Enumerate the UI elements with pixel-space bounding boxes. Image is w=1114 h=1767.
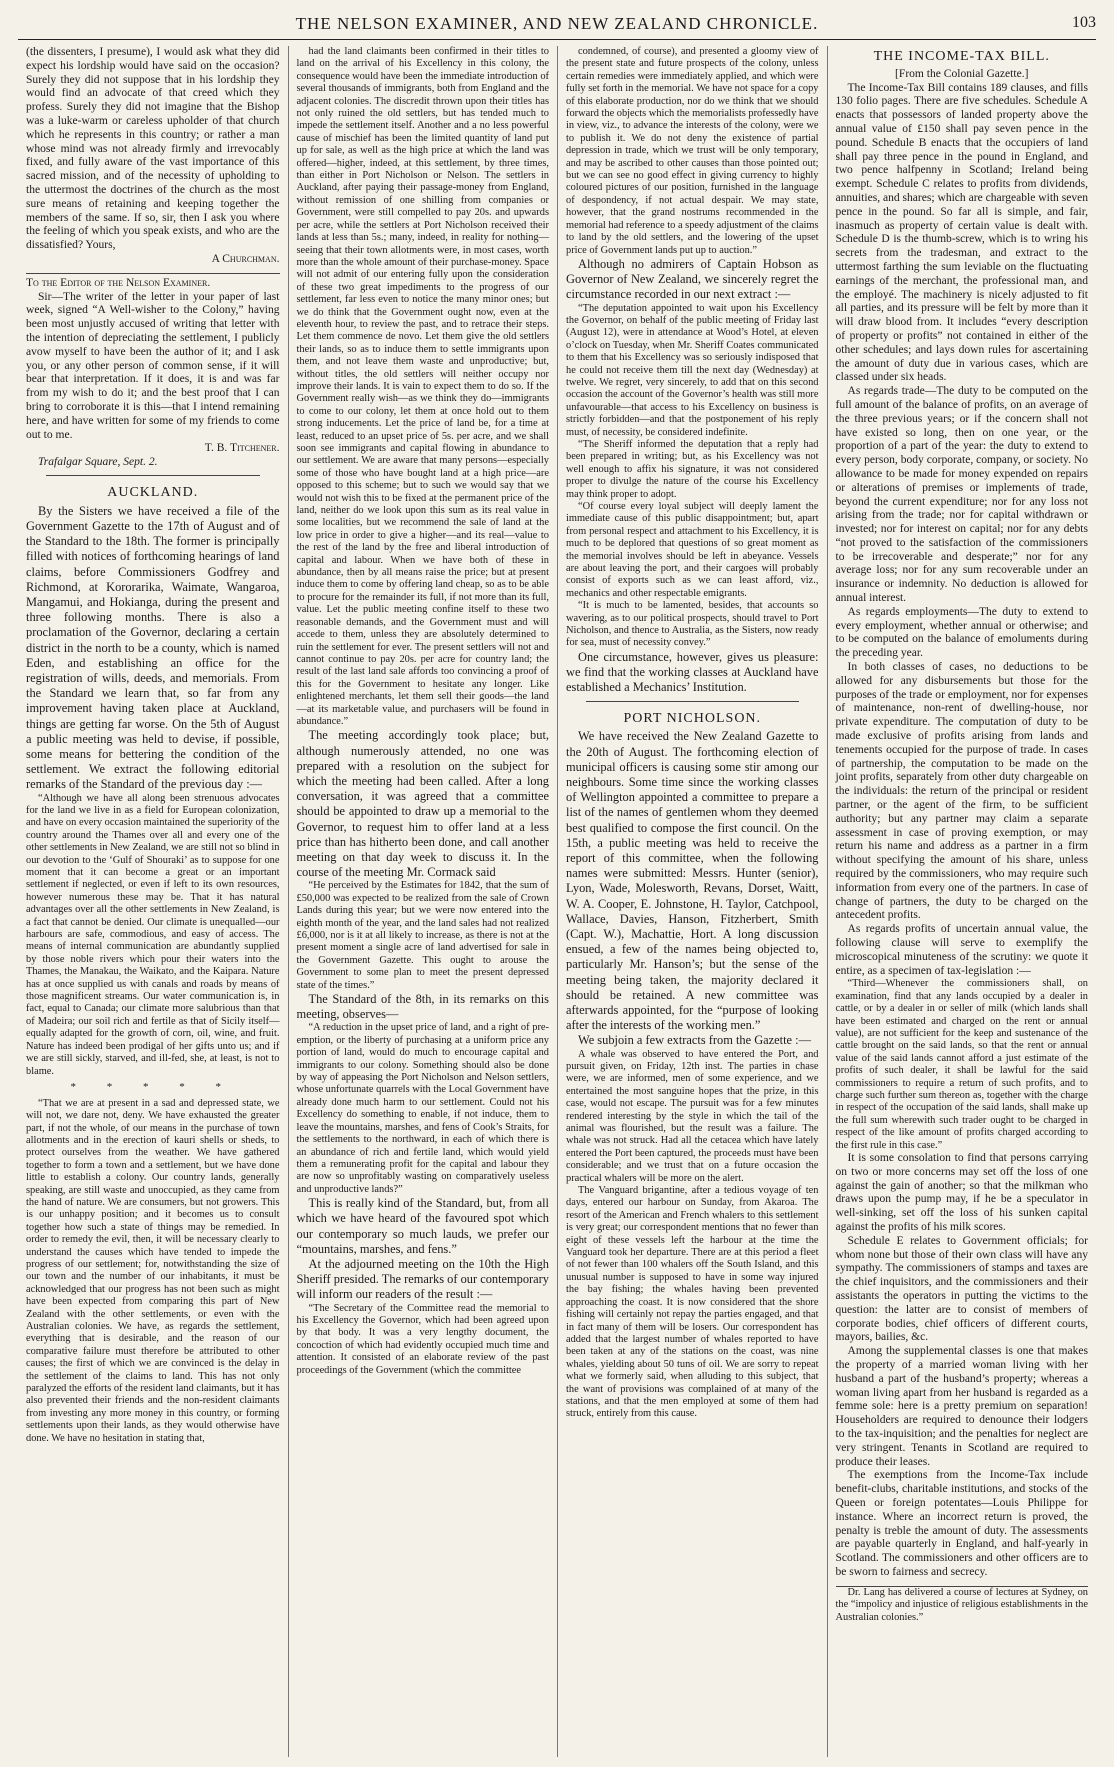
quoted-paragraph: “He perceived by the Estimates for 1842, that the sum of £50,000 was expected to be realized from the sale of Crown Lands during this year; but we were now entered into the eighth month of the year, and the land sales had not realized £6,000, nor is it at all likely to increase, as there is not at the present moment a single acre of land advertised for sale in the Government Gazette. This ought to arouse the Government to some plan to meet the present depressed state of the times.”: [296, 880, 549, 991]
column-1: [18, 46, 288, 1757]
quoted-paragraph: A whale was observed to have entered the Port, and pursuit given, on Friday, 12th inst. The parties in chase were, we are informed, men of some experience, and we entertained the most sanguine hopes that the prize, in this case, would not escape. The pursuit was for a few minutes rendered interesting by the style in which the tail of the animal was flourished, but the result was a failure. The whale was not struck. Had all the cetacea which have lately entered the Port been captured, the proceeds must have been considerable; and we trust that on a future occasion the practical whalers will be more on the alert.: [566, 1048, 819, 1184]
section-heading-port-nicholson: PORT NICHOLSON.: [623, 710, 762, 726]
column-2: [288, 46, 558, 1757]
quoted-paragraph: “A reduction in the upset price of land, and a right of pre-emption, or the liberty of purchasing at a uniform price any portion of land, would do much to encourage capital and immigrants to our colony. Something should also be done by way of appeasing the Port Nicholson and Nelson settlers, whose unfortunate quarrels with the Local Government have already done much harm to our settlement. Could not his Excellency do something to enable, if not induce, them to leave the mountains, marshes, and fens of Cook’s Straits, for the settlements to the northward, in each of which there is an abundance of rich and fertile land, which would yield them a remunerating profit for the capital and labour they are now so unprofitably wasting on comparatively useless and unproductive lands?”: [296, 1022, 549, 1195]
quoted-paragraph: condemned, of course), and presented a gloomy view of the present state and future prospects of the colony, unless certain remedies were immediately applied, and which were fully set forth in the memorial. We have not space for a copy of this elaborate production, nor do we think that we should forward the objects which the memorialists professedly have in view, viz., to advance the interests of the colony, were we to publish it. We do not deny the existence of partial depression in trade, which we trust will be only temporary, and may be ascribed to other causes than those pointed out; but we can see no good effect in giving currency to highly coloured pictures of our position, furnished in the language of despondency, if not actual despair. We may state, however, that the grand nostrums recommended in the memorial had reference to a speedy adjustment of the claims to land by the old settlers, and the lowering of the upset price of Government lands put up to auction.”: [566, 46, 819, 256]
quoted-paragraph: “It is much to be lamented, besides, that accounts so wavering, as to our political prospects, should travel to Port Nicholson, and thence to Australia, as the Sisters, now ready for sea, must of necessity convey.”: [566, 600, 819, 649]
letter-place: Trafalgar Square, Sept. 2.: [38, 456, 158, 469]
article-paragraph: In both classes of cases, no deductions to be allowed for any disbursements but those for the purposes of the trade or employment, nor for expenses of maintenance, non-rent of dwelling-house, nor private expenditure. The computation of duty to be made exclusive of profits arising from lands and tenements occupied for the purpose of trade. In cases of partnership, the computation to be made on the joint profits, separately from other duty chargeable on the individuals: the return of the principal or resident partner, or the agent of the firm, to be sufficient authority; but any partner may claim a separate assessment in case of proving exemption, or may return his name and address as a partner in a firm without specifying the amount of his share, unless required by the commissioners, who may require such information from every one of the partners. In case of change of partners, the duty to be charged on the antecedent profits.: [835, 661, 1088, 922]
letter-signature: T. B. Titchener.: [204, 442, 280, 455]
letter-continuation: (the dissenters, I presume), I would ask what they did expect his lordship would have said on the occasion? Surely they did not suppose that in his lordship they would find an advocate of that creed which they profess. Surely they did not imagine that the Bishop was a luke-warm or careless upholder of that church which he represents in this country; or rather a man whose mind was not already firmly and irrevocably fixed, and fully aware of the vast importance of this sacred mission, and of the necessity of upholding to the uttermost the doctrines of the church as the most sure means of retaining and keeping together the members of the same. If so, sir, then I ask you where the feeling of which you speak exists, and who are the dissatisfied? Yours,: [26, 46, 280, 252]
article-paragraph: It is some consolation to find that persons carrying on two or more concerns may set off the loss of one against the gain of another; so that the milkman who draws upon the pump may, if he be a speculator in well-sinking, set off the loss of his sunken capital against the profits of his milk scores.: [835, 1152, 1088, 1234]
article-paragraph: The Standard of the 8th, in its remarks on this meeting, observes—: [296, 992, 549, 1022]
article-paragraph: This is really kind of the Standard, but, from all which we have heard of the favoured spot which our contemporary so much lauds, we prefer our “mountains, marshes, and fens.”: [296, 1196, 549, 1256]
article-paragraph: The meeting accordingly took place; but, although numerously attended, no one was prepared with a resolution on the subject for which the meeting had been called. After a long conversation, it was agreed that a committee should be appointed to draw up a memorial to the Governor, to request him to offer land at a less price than has hitherto been done, and call another meeting on that day week to discuss it. In the course of the meeting Mr. Cormack said: [296, 728, 549, 880]
quoted-paragraph: “Although we have all along been strenuous advocates for the land we live in as a field for European colonization, and have on every occasion maintained the superiority of the country around the Thames over all and every one of the other settlements in New Zealand, we are still not so blind in our devotion to the ‘Gulf of Shouraki’ as to suppose for one moment that it can become a great or an important settlement if neglected, or even if left to its own resources, however numerous these may be. That it has natural advantages over all the other settlements in New Zealand, is a fact that cannot be denied. Our climate is unequalled—our harbours are safe, commodious, and easy of access. The means of internal communication are abundantly supplied by those noble rivers which pour their waters into the Thames, the Manakau, the Waikato, and the Kaipara. Nature has at once supplied us with canals and roads by means of those magnificent streams. Our water communication is, in fact, equal to Canada; our climate more salubrious than that of Madeira; our soil rich and fertile as that of Sicily itself—equally adapted for the growth of corn, oil, wine, and fruit. Nature has indeed been prodigal of her gifts unto us; and if we are still sickly, starved, and ill-fed, she, at least, is not to blame.: [26, 792, 280, 1077]
article-paragraph: By the Sisters we have received a file of the Government Gazette to the 17th of August and of the Standard to the 18th. The former is principally filled with notices of forthcoming hearings of land claims, before Commissioners Godfrey and Richmond, at Kororarika, Waimate, Wangaroa, Mangamui, and Hokianga, during the present and three following months. There is also a proclamation of the Governor, declaring a certain district in the north to be a county, which is named Eden, and establishing an office for the registration of wills, deeds, and memorials. From the Standard we learn that, so far from any improvement having taken place at Auckland, things are getting far worse. On the 5th of August a public meeting was held to devise, if possible, some means for bettering the condition of the settlement. We extract the following editorial remarks of the Standard of the previous day :—: [26, 503, 280, 792]
article-paragraph: Among the supplemental classes is one that makes the property of a married woman living with her husband a part of the husband’s property; whereas a woman living apart from her husband is regarded as a femme sole: here is a pretty premium on separation! Householders are required to denounce their lodgers to the tax-inquisition; and the penalties for neglect are very stringent. Tenants in Scotland are required to produce their leases.: [835, 1345, 1088, 1468]
article-paragraph: At the adjourned meeting on the 10th the High Sheriff presided. The remarks of our contemporary will inform our readers of the result :—: [296, 1256, 549, 1302]
article-paragraph: We subjoin a few extracts from the Gazette :—: [578, 1033, 811, 1048]
divider: [586, 701, 799, 702]
column-3: [557, 46, 827, 1757]
section-heading-income-tax: THE INCOME-TAX BILL.: [873, 49, 1050, 64]
letter-body: Sir—The writer of the letter in your paper of last week, signed “A Well-wisher to the Colony,” having been most unjustly accused of writing that letter with the intention of depreciating the settlement, I publicly avow myself to have been the author of it; and I ask you, or any other person of common sense, if it will bear that interpretation. If it does, it is and was far from my wish to do it; and the best proof that I can bring to corroborate it is this—that I intend remaining here, and have written for some of my friends to come out to me.: [26, 290, 280, 441]
asterism: * * * * *: [70, 1080, 235, 1093]
article-paragraph: One circumstance, however, gives us pleasure: we find that the working classes at Auckland have established a Mechanics’ Institution.: [566, 649, 819, 695]
quoted-paragraph: “That we are at present in a sad and depressed state, we will not, we dare not, deny. We have exhausted the greater part, if not the whole, of our means in the purchase of town allotments and in the erection of kauri shells or sheds, to protect ourselves from the weather. We have gathered together to form a town and a settlement, but we have done little to establish a colony. Our country lands, generally speaking, are still waste and unoccupied, as they came from the hand of nature. We are consumers, but not growers. This is our unhappy position; and it becomes us to consult together how such a state of things may be remedied. In order to remedy the evil, then, it will be necessary clearly to understand the causes which have tended to impede the progress of our settlement; for, notwithstanding the size of our town and the number of our inhabitants, it must be acknowledged that our progress has not been such as might have been expected from comparing this part of New Zealand with the other settlements, or even with the Australian colonies. We have, as regards the settlement, everything that is desirable, and the reason of our comparative failure must therefore be attributed to other causes; the first of which we are convinced is the delay in the settlement of the claims to land. This has not only paralyzed the efforts of the resident land claimants, but it has also prevented their friends and the non-resident claimants from investing any more money in this country, or forming settlements upon their lands, as they would otherwise have done. We have no hesitation in stating that,: [26, 1097, 280, 1444]
quoted-paragraph: “The deputation appointed to wait upon his Excellency the Governor, on behalf of the public meeting of Friday last (August 12), were in attendance at Wood’s Hotel, at eleven o’clock on Tuesday, when Mr. Sheriff Coates communicated to them that his Excellency was so seriously indisposed that he could not receive them till the next day (Wednesday) at twelve. We regret, very sincerely, to add that on this second occasion the account of the Governor’s health was still more unfavourable—that access to his Excellency on business is strictly forbidden—and that the postponement of his reply must, of necessity, be considered indefinite.: [566, 302, 819, 438]
quoted-paragraph: “Third—Whenever the commissioners shall, on examination, find that any lands occupied by a dealer in cattle, or by a dealer in or seller of milk (which lands shall have been estimated and charged on the rent or annual value), are not sufficient for the keep and sustenance of the cattle brought on the said lands, so that the rent or annual value of the said lands cannot afford a just estimate of the profits of such dealer, it shall be lawful for the said commissioners to require a return of such profits, and to charge such further sum thereon as, together with the charge in respect of the occupation of the said lands, shall make up the full sum wherewith such trader ought to be charged in respect of the like amount of profits charged according to the first rule in this case.”: [835, 978, 1088, 1151]
article-paragraph: As regards employments—The duty to extend to every employment, whether annual or otherwise; and to be computed on the balance of emoluments during the preceding year.: [835, 605, 1088, 660]
letter-signature: A Churchman.: [211, 252, 280, 265]
divider: [26, 273, 280, 274]
quoted-paragraph: The Vanguard brigantine, after a tedious voyage of ten days, entered our harbour on Sunday, from Akaroa. The resort of the American and French whalers to this settlement is very great; our correspondent mentions that no fewer than eight of these vessels left the harbour at the time the Vanguard took her departure. There are at this period a fleet of not fewer than 100 whalers off the South Island, and this unusual number is supposed to have in some way injured the bay fishing; the whales having been prevented approaching the coast. It is now considered that the shore fishing will certainly not repay the parties engaged, and that in fact many of them will be losers. Our correspondent has added that the largest number of whales reported to have been taken at any of the stations on the coast, was nine whales, yielding about 50 tuns of oil. We are sorry to repeat what we formerly said, when alluding to this subject, that the want of provisions was complained of at many of the stations, and that the men employed at some of them had struck, entirely from this cause.: [566, 1185, 819, 1420]
news-note: Dr. Lang has delivered a course of lectures at Sydney, on the “impolicy and injustice of religious establishments in the Australian colonies.”: [835, 1586, 1088, 1623]
article-paragraph: Schedule E relates to Government officials; for whom none but those of their own class will have any sympathy. The commissioners of stamps and taxes are the chief inquisitors, and the commissioners and their assistants the operators in putting the victims to the question: the latter are to consist of members of corporate bodies, chief officers of different courts, mayors, bailies, &c.: [835, 1234, 1088, 1344]
quoted-paragraph: “Of course every loyal subject will deeply lament the immediate cause of this public disappointment; but, apart from personal respect and attachment to his Excellency, it is much to be deplored that questions of so great moment as the memorial involves should be left in abeyance. Vessels are about leaving the port, and their cargoes will probably consist of exports such as we can least afford, viz., mechanics and other respectable emigrants.: [566, 501, 819, 599]
article-paragraph: Although no admirers of Captain Hobson as Governor of New Zealand, we sincerely regret the circumstance recorded in our next extract :—: [566, 256, 819, 302]
section-heading-auckland: AUCKLAND.: [107, 484, 199, 500]
letter-salutation: To the Editor of the Nelson Examiner.: [26, 276, 211, 289]
quoted-paragraph: “The Sheriff informed the deputation that a reply had been prepared in writing; but, as his Excellency was not well enough to affix his signature, it was not considered proper to divulge the nature of the course his Excellency may think proper to adopt.: [566, 438, 819, 500]
masthead: [18, 10, 1096, 40]
article-paragraph: The exemptions from the Income-Tax include benefit-clubs, charitable institutions, and stocks of the Queen or foreign potentates—Louis Philippe for instance. Where an incorrect return is proved, the penalty is treble the amount of duty. The assessments are payable quarterly in England, and half-yearly in Scotland. The commissioners and other officers are to be sworn to fairness and secrecy.: [835, 1469, 1088, 1578]
article-source: [From the Colonial Gazette.]: [895, 67, 1029, 80]
article-paragraph: The Income-Tax Bill contains 189 clauses, and fills 130 folio pages. There are five schedules. Schedule A enacts that possessors of landed property above the annual value of £150 shall pay seven pence in the pound. Schedule B enacts that the occupiers of land shall pay three pence in the pound in England, and two pence halfpenny in Scotland; Ireland being exempt. Schedule C relates to profits from dividends, annuities, and shares; which are chargeable with seven pence in the pound. So far all is simple, and fair, inasmuch as property of certain value is dealt with. Schedule D is the thumb-screw, which is to wring his secrets from the tradesman, and extract to the uttermost farthing the sum leviable on the fluctuating earnings of the merchant, the professional man, and the employé. The machinery is nicely adjusted to fit all parties, and its pressure will be felt by more than it will draw blood from. It includes “every description of property or profits” not contained in either of the other schedules; and lays down rules for ascertaining the amount of duty due in various cases, which are classed under six heads.: [835, 81, 1088, 384]
quoted-paragraph: “The Secretary of the Committee read the memorial to his Excellency the Governor, which had been agreed upon by that body. It was a very lengthy document, the concoction of which had evidently occupied much time and attention. It consisted of an elaborate review of the past proceedings of the Government (which the committee: [296, 1302, 549, 1376]
column-4: [827, 46, 1097, 1757]
article-paragraph: As regards profits of uncertain annual value, the following clause will serve to exemplify the microscopical minuteness of the scrutiny: we quote it entire, as a specimen of tax-legislation :—: [835, 923, 1088, 977]
page-number: 103: [1072, 14, 1096, 31]
article-paragraph: As regards trade—The duty to be computed on the full amount of the balance of profits, on an average of the three previous years; or if the concern shall not have existed so long, then on one year, or the proportion of a part of the year: the duty to extend to every person, body corporate, company, or society. No allowance to be made for money expended on repairs or alterations of premises or implements of trade, beyond the current expenditure; nor for any loss not arising from the trade; nor for capital withdrawn or invested; nor for interest on capital; nor for any debts “not proved to the satisfaction of the commissioners to be irrecoverable and desperate;” nor for any average loss; nor for any sum recoverable under an insurance or indemnity. No deduction is allowed for annual interest.: [835, 385, 1088, 605]
divider: [46, 475, 260, 476]
quoted-paragraph: had the land claimants been confirmed in their titles to land on the arrival of his Excellency in this colony, the consequence would have been the immediate introduction of several thousands of immigrants, both from England and the adjacent colonies. The discredit thrown upon their titles has not only ruined the old settlers, but has tended much to impede the settlement itself. Another and a no less powerful cause of mischief has been the limited quantity of land put up for sale, as well as the high price at which the land was offered—higher, indeed, at this settlement, by three times, than either in Port Nicholson or Nelson. The settlers in Auckland, after paying their passage-money from England, without remission of one shilling from companies or Government, were still compelled to pay 20s. and upwards per acre, while the settlers at Port Nicholson received their lands at less than 5s.; many, indeed, in reality for nothing—seeing that their town allotments were, in most cases, worth more than the whole amount of their purchase-money. Space will not admit of our entering fully upon the consideration of these two great impediments to the progress of our settlement, far less even to notice the many minor ones; but we do think that the Government ought now, even at the eleventh hour, to review the past, and to retrace their steps. Let them commence de novo. Let them give the old settlers their lands, so as to induce them to settle immigrants upon them, and not leave them waste and unproductive; but, without titles, the old settlers will neither occupy nor improve their lands. It is vain to expect them to do so. If the Government really wish—as we think they do—immigrants to come to our colony, let them at once hold out to them strong inducements. Let the price of land be, for a time at least, reduced to an upset price of 5s. per acre, and we shall soon see immigrants and capital flowing in abundance to our settlement. We are aware that many persons—especially some of those who have bought land at a high price—are opposed to this scheme; but to such we would say that we would not wish this to be fixed at the permanent price of the land, neither do we look upon this sum as its real value in some localities, but we recommend the sale of land at the low price in order to give a higher—and its real—value to the rest of the land by the free and liberal introduction of capital and labour. When we have both of these in abundance, then by all means raise the price; but at present induce them to come by offering land cheap, so as to be able to procure for the remainder its full, if not more than its full, value. Let the public meeting confine itself to these two reasonable demands, and the Government must and will accede to them, unless they are absolutely determined to ruin the settlement for ever. The present settlers will not and cannot continue to pay 20s. per acre for country land; the result of the last land sale affords too convincing a proof of this for the Government to hesitate any longer. Like enlightened merchants, let them sell their goods—the land—at its marketable value, and purchasers will be found in abundance.”: [296, 46, 549, 727]
newspaper-title: THE NELSON EXAMINER, AND NEW ZEALAND CHRONICLE.: [295, 14, 819, 33]
page-columns: [18, 46, 1096, 1757]
article-paragraph: We have received the New Zealand Gazette to the 20th of August. The forthcoming election of municipal officers is causing some stir among our neighbours. Some time since the working classes of Wellington appointed a committee to prepare a list of the names of gentlemen whom they deemed best qualified to compose the first council. On the 15th, a public meeting was held to receive the report of this committee, when the following names were submitted: Messrs. Hunter (senior), Lyon, Wade, Molesworth, Revans, Dorset, Waitt, W. A. Cooper, E. Johnstone, H. Taylor, Catchpool, Wallace, Davies, Hanson, Fitzherbert, Smith (Capt. W.), Machattie, Hort. A long discussion ensued, a few of the names being objected to, particularly Mr. Hanson’s; but the sense of the meeting being taken, the majority declared it should be retained. A new committee was afterwards appointed, for the “purpose of looking after the interests of the working men.”: [566, 729, 819, 1033]
